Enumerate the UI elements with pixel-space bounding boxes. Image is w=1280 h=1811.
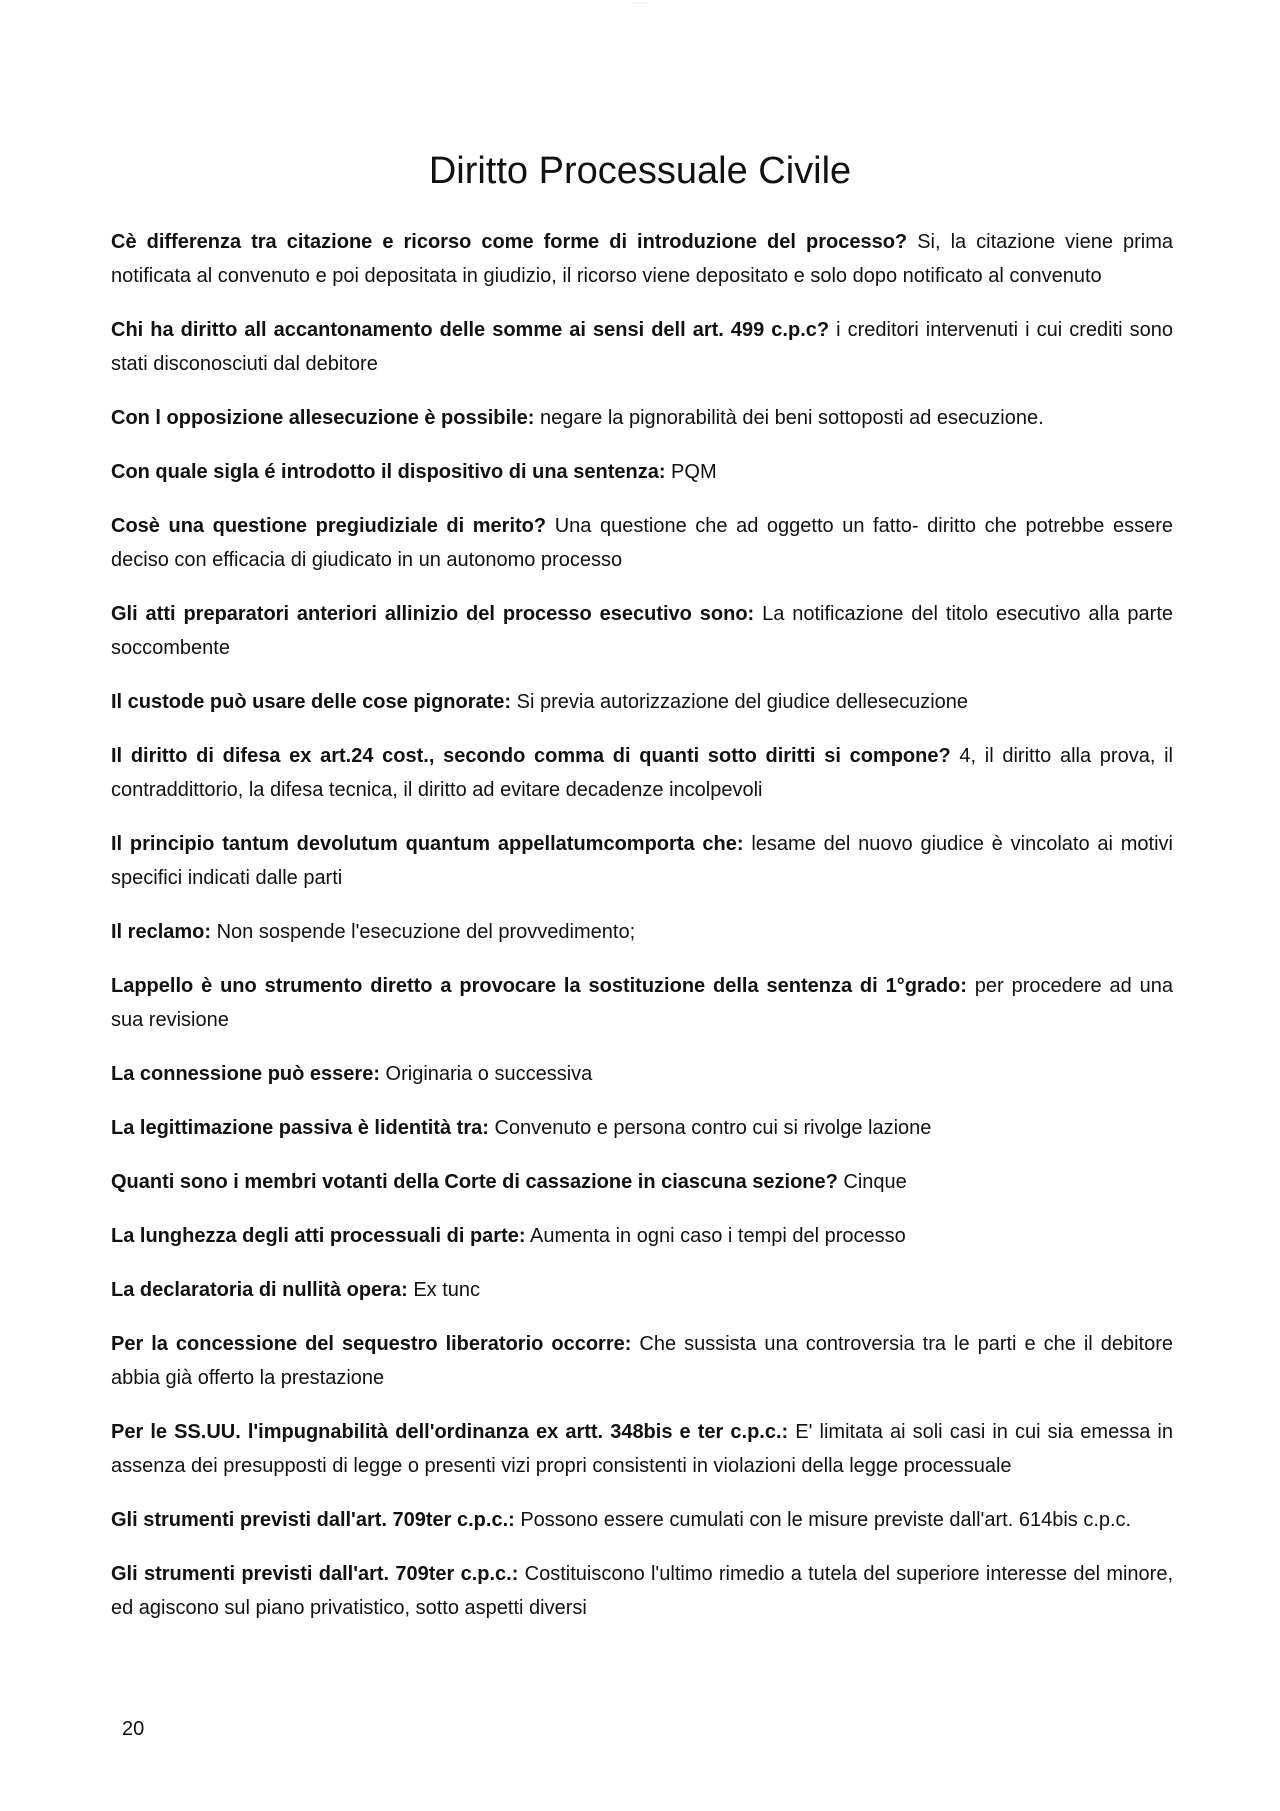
answer: Si, la citazione viene prima notificata al convenuto e poi depositata in giudizio, il ricorso viene depositato e solo dopo notificato al convenuto [111,231,1174,287]
answer: per procedere ad una sua revisione [111,975,1173,1031]
question: Il custode può usare delle cose pignorate: [111,691,512,713]
answer: Che sussista una controversia tra le parti e che il debitore abbia già offerto la prestazione [111,1333,1174,1389]
question: Il principio tantum devolutum quantum appellatumcomporta che: [111,833,744,855]
question: Chi ha diritto all accantonamento delle somme ai sensi dell art. 499 c.p.c? [111,319,830,341]
qa-item [111,1165,1173,1199]
answer: negare la pignorabilità dei beni sottoposti ad esecuzione. [539,407,1044,429]
qa-item [111,969,1173,1037]
question: Con l opposizione allesecuzione è possibile: [111,407,535,429]
answer: Una questione che ad oggetto un fatto- diritto che potrebbe essere deciso con efficacia di giudicato in un autonomo processo [111,515,1173,571]
qa-item [111,455,1173,489]
question: Gli strumenti previsti dall'art. 709ter c.p.c.: [111,1563,519,1585]
qa-item [111,597,1173,665]
question: Gli atti preparatori anteriori allinizio del processo esecutivo sono: [111,603,755,625]
qa-item [111,1219,1173,1253]
question: La connessione può essere: [111,1063,380,1085]
qa-item [111,1503,1173,1537]
answer: Non sospende l'esecuzione del provvedimento; [216,921,636,943]
qa-item [111,1111,1173,1145]
question: La lunghezza degli atti processuali di parte: [111,1225,526,1247]
qa-item [111,739,1173,807]
question: Quanti sono i membri votanti della Corte di cassazione in ciascuna sezione? [111,1171,838,1193]
qa-item [111,1557,1173,1625]
answer: PQM [671,461,717,483]
qa-item [111,1327,1173,1395]
qa-item [111,1273,1173,1307]
answer: 4, il diritto alla prova, il contraddittorio, la difesa tecnica, il diritto ad evitare decadenze incolpevoli [111,745,1173,801]
question: Cè differenza tra citazione e ricorso come forme di introduzione del processo? [111,231,908,253]
qa-item [111,1057,1173,1091]
answer: Convenuto e persona contro cui si rivolge lazione [494,1117,932,1139]
question: Cosè una questione pregiudiziale di merito? [111,515,547,537]
question: Il reclamo: [111,921,212,943]
page-number: 20 [122,1718,145,1740]
question: Gli strumenti previsti dall'art. 709ter c.p.c.: [111,1509,515,1531]
answer: lesame del nuovo giudice è vincolato ai motivi specifici indicati dalle parti [111,833,1173,889]
answer: Costituiscono l'ultimo rimedio a tutela del superiore interesse del minore, ed agiscono sul piano privatistico, sotto aspetti diversi [111,1563,1174,1619]
answer: i creditori intervenuti i cui crediti sono stati disconosciuti dal debitore [111,319,1173,375]
question: La legittimazione passiva è lidentità tra: [111,1117,489,1139]
answer: E' limitata ai soli casi in cui sia emessa in assenza dei presupposti di legge o presenti vizi propri consistenti in violazioni della legge processuale [111,1421,1173,1477]
qa-list [111,225,1173,1645]
question: Il diritto di difesa ex art.24 cost., secondo comma di quanti sotto diritti si compone? [111,745,951,767]
qa-item [111,1415,1173,1483]
answer: Possono essere cumulati con le misure previste dall'art. 614bis c.p.c. [520,1509,1132,1531]
page-title: Diritto Processuale Civile [428,150,852,192]
answer: Ex tunc [413,1279,481,1301]
answer: Originaria o successiva [385,1063,593,1085]
question: La declaratoria di nullità opera: [111,1279,408,1301]
question: Per la concessione del sequestro liberatorio occorre: [111,1333,632,1355]
answer: Aumenta in ogni caso i tempi del processo [529,1225,906,1247]
qa-item [111,313,1173,381]
qa-item [111,401,1173,435]
qa-item [111,915,1173,949]
question: Lappello è uno strumento diretto a provocare la sostituzione della sentenza di 1°grado: [111,975,967,997]
answer: Si previa autorizzazione del giudice dellesecuzione [516,691,969,713]
question: Con quale sigla é introdotto il dispositivo di una sentenza: [111,461,666,483]
qa-item [111,225,1173,293]
qa-item [111,827,1173,895]
qa-item [111,509,1173,577]
answer: Cinque [843,1171,907,1193]
question: Per le SS.UU. l'impugnabilità dell'ordinanza ex artt. 348bis e ter c.p.c.: [111,1421,789,1443]
answer: La notificazione del titolo esecutivo alla parte soccombente [111,603,1173,659]
qa-item [111,685,1173,719]
header-mark: — — — — [632,1,648,5]
